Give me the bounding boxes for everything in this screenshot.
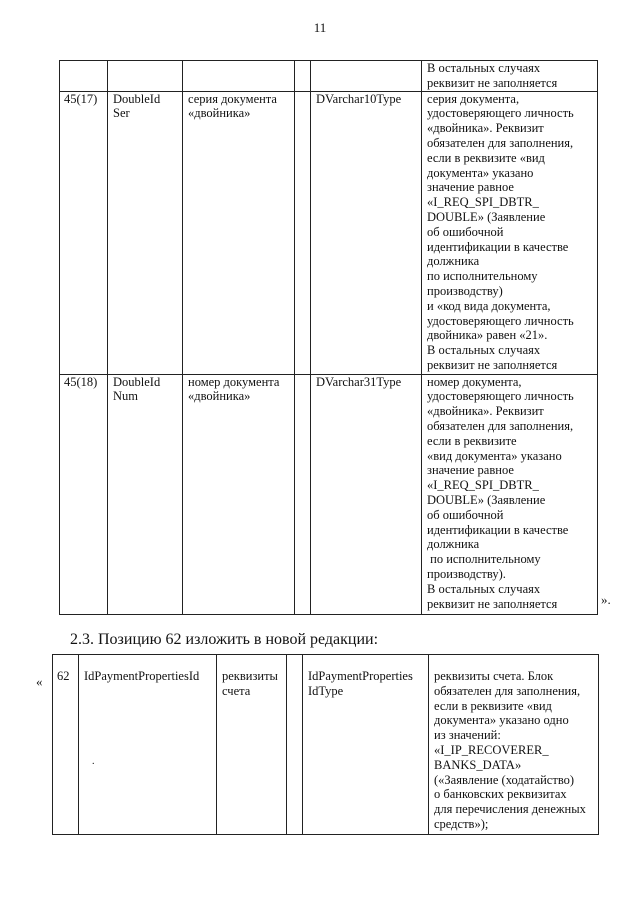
- field-title: номер документа «двойника»: [183, 374, 295, 614]
- field-type: IdPaymentProperties IdType: [303, 655, 429, 835]
- section-heading: 2.3. Позицию 62 изложить в новой редакции:: [70, 631, 379, 648]
- description-cell: реквизиты счета. Блок обязателен для заполнения, если в реквизите «вид документа» указано одно из значений: «I_IP_RECOVERER_ BANKS_DATA» («Заявление (ходатайство) о банковских реквизитах для перечисления денежных средств»);: [429, 655, 599, 835]
- description-cell: В остальных случаях реквизит не заполняется: [422, 61, 598, 92]
- table-cell: [311, 61, 422, 92]
- description-cell: номер документа, удостоверяющего личность «двойника». Реквизит обязателен для заполнения, если в реквизите «вид документа» указано значение равное «I_REQ_SPI_DBTR_ DOUBLE» (Заявление об ошибочной идентификации в качестве должника по исполнительному производству). В остальных случаях реквизит не заполняется: [422, 374, 598, 614]
- table-cell: [183, 61, 295, 92]
- table-row: [60, 61, 598, 92]
- field-title: серия документа «двойника»: [183, 91, 295, 374]
- position-number: 45(18): [60, 374, 108, 614]
- closing-quote: ».: [601, 592, 611, 607]
- table-cell: [108, 61, 183, 92]
- field-type: DVarchar31Type: [311, 374, 422, 614]
- table-row: [60, 374, 598, 614]
- table-cell: [295, 91, 311, 374]
- page-number: 11: [313, 20, 327, 35]
- field-name: DoubleId Num: [108, 374, 183, 614]
- table-cell: [287, 655, 303, 835]
- field-name: DoubleId Ser: [108, 91, 183, 374]
- field-title: реквизиты счета: [217, 655, 287, 835]
- field-name: IdPaymentPropertiesId: [79, 655, 217, 835]
- table-cell: [60, 61, 108, 92]
- description-cell: серия документа, удостоверяющего личность «двойника». Реквизит обязателен для заполнения, если в реквизите «вид документа» указано значение равное «I_REQ_SPI_DBTR_ DOUBLE» (Заявление об ошибочной идентификации в качестве должника по исполнительному производству) и «код вида документа, удостоверяющего личность двойника» равен «21». В остальных случаях реквизит не заполняется: [422, 91, 598, 374]
- opening-quote: «: [36, 674, 43, 689]
- position-number: 62: [53, 655, 79, 835]
- position-number: 45(17): [60, 91, 108, 374]
- stray-mark: .: [92, 756, 95, 767]
- table-row: [53, 655, 599, 835]
- requisites-table-2: [52, 654, 599, 835]
- field-type: DVarchar10Type: [311, 91, 422, 374]
- table-cell: [295, 374, 311, 614]
- table-cell: [295, 61, 311, 92]
- requisites-table-1: [59, 60, 598, 615]
- table-row: [60, 91, 598, 374]
